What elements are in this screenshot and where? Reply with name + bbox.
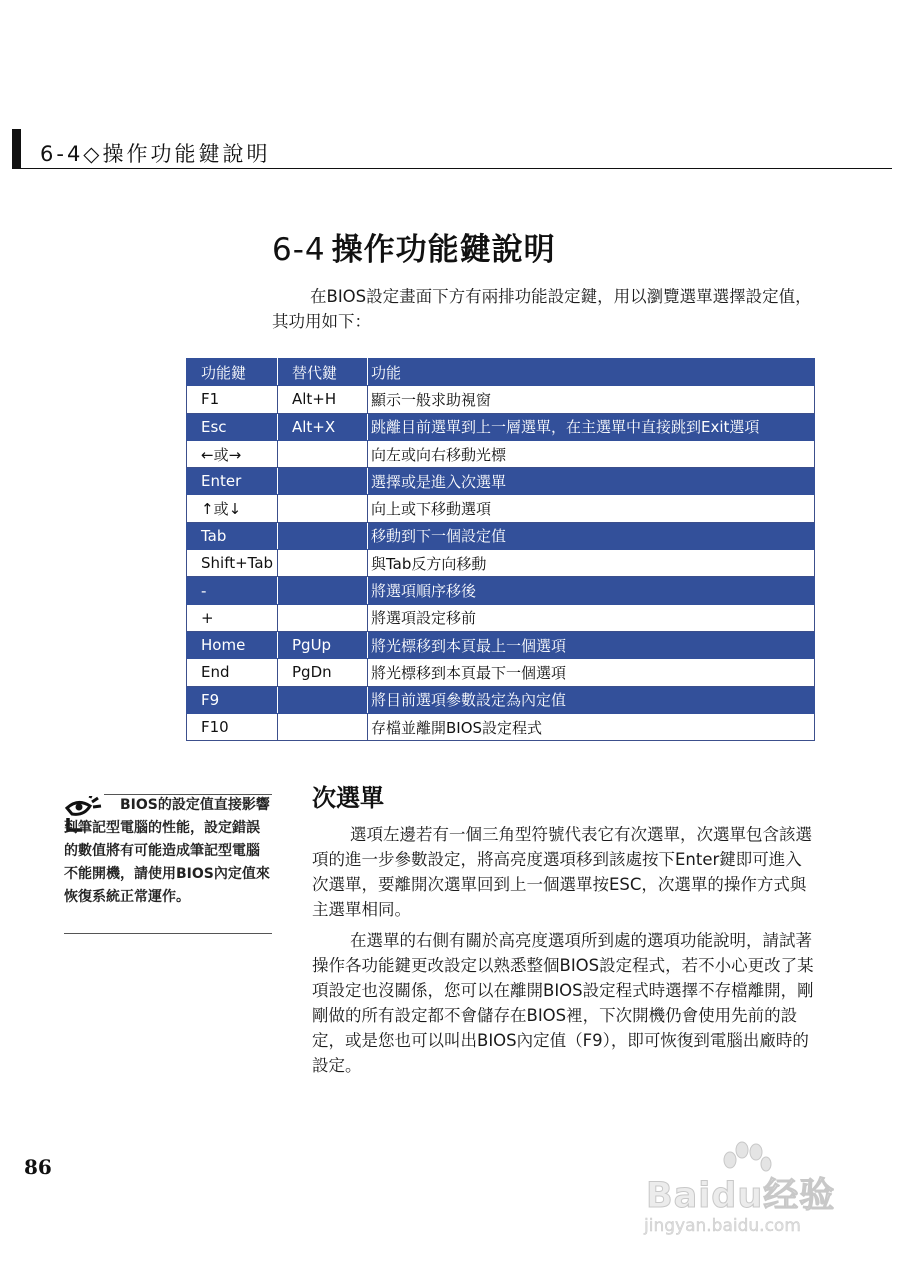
table-row xyxy=(187,468,815,495)
table-header-cell: 功能 xyxy=(368,359,815,386)
table-header-cell: 功能鍵 xyxy=(187,359,278,386)
table-cell: Home xyxy=(187,631,278,658)
table-row xyxy=(187,522,815,549)
table-cell xyxy=(278,604,368,631)
table-row xyxy=(187,386,815,413)
table-cell: 存檔並離開BIOS設定程式 xyxy=(368,713,815,740)
table-cell xyxy=(278,550,368,577)
table-cell: End xyxy=(187,659,278,686)
header-rule xyxy=(12,168,892,169)
table-row xyxy=(187,440,815,467)
baidu-watermark xyxy=(640,1140,840,1240)
table-row xyxy=(187,495,815,522)
note-text: BIOS的設定值直接影響到筆記型電腦的性能，設定錯誤的數值將有可能造成筆記型電腦不能開機，請使用BIOS內定值來恢復系統正常運作。 xyxy=(64,797,270,905)
table-cell: PgUp xyxy=(278,631,368,658)
table-cell: + xyxy=(187,604,278,631)
header-bar xyxy=(12,129,21,169)
table-cell: 與Tab反方向移動 xyxy=(368,550,815,577)
subsection-title: 次選單 xyxy=(312,784,384,812)
table-row xyxy=(187,713,815,740)
table-cell: 將選項設定移前 xyxy=(368,604,815,631)
table-cell xyxy=(278,522,368,549)
table-cell: Enter xyxy=(187,468,278,495)
section-number: 6-4 xyxy=(272,232,326,268)
table-cell: F1 xyxy=(187,386,278,413)
table-cell xyxy=(278,468,368,495)
table-row xyxy=(187,631,815,658)
table-row xyxy=(187,686,815,713)
table-cell: 將光標移到本頁最下一個選項 xyxy=(368,659,815,686)
paragraph-submenu: 選項左邊若有一個三角型符號代表它有次選單，次選單包含該選項的進一步參數設定，將高亮度選項移到該處按下Enter鍵即可進入次選單，要離開次選單回到上一個選單按ESC，次選單的操作方式與主選單相同。 xyxy=(312,825,812,919)
table-cell xyxy=(278,495,368,522)
table-row xyxy=(187,413,815,440)
table-cell: Alt+H xyxy=(278,386,368,413)
table-cell: 選擇或是進入次選單 xyxy=(368,468,815,495)
table-cell: ←或→ xyxy=(187,440,278,467)
table-cell: F10 xyxy=(187,713,278,740)
table-row xyxy=(187,577,815,604)
table-cell: 向上或下移動選項 xyxy=(368,495,815,522)
table-cell xyxy=(278,686,368,713)
function-key-table xyxy=(186,358,815,741)
page-header xyxy=(12,129,892,169)
table-row xyxy=(187,550,815,577)
table-row xyxy=(187,659,815,686)
table-cell: 將光標移到本頁最上一個選項 xyxy=(368,631,815,658)
table-cell: 移動到下一個設定值 xyxy=(368,522,815,549)
note-rule-bottom xyxy=(64,933,272,934)
paragraph-help: 在選單的右側有關於高亮度選項所到處的選項功能說明，請試著操作各功能鍵更改設定以熟悉整個BIOS設定程式，若不小心更改了某項設定也沒關係，您可以在離開BIOS設定程式時選擇不存檔離開，剛剛做的所有設定都不會儲存在BIOS裡，下次開機仍會使用先前的設定，或是您也可以叫出BIOS內定值（F9），即可恢復到電腦出廠時的設定。 xyxy=(312,931,814,1075)
section-title-text: 操作功能鍵說明 xyxy=(331,232,556,268)
table-cell: Shift+Tab xyxy=(187,550,278,577)
section-title xyxy=(272,224,556,269)
table-cell: 向左或向右移動光標 xyxy=(368,440,815,467)
table-row xyxy=(187,604,815,631)
table-cell: 將目前選項參數設定為內定值 xyxy=(368,686,815,713)
watermark-url: jingyan.baidu.com xyxy=(644,1216,801,1236)
table-cell: Esc xyxy=(187,413,278,440)
table-cell: - xyxy=(187,577,278,604)
watermark-logo-text: Baidu经验 xyxy=(646,1176,836,1216)
table-cell: Alt+X xyxy=(278,413,368,440)
intro-paragraph: 在BIOS設定畫面下方有兩排功能設定鍵，用以瀏覽選單選擇設定值，其功用如下： xyxy=(272,287,812,331)
page-number: 86 xyxy=(24,1155,52,1179)
table-cell xyxy=(278,713,368,740)
table-header-row xyxy=(187,359,815,386)
table-cell: PgDn xyxy=(278,659,368,686)
table-cell: 顯示一般求助視窗 xyxy=(368,386,815,413)
table-cell xyxy=(278,440,368,467)
table-cell: 跳離目前選單到上一層選單，在主選單中直接跳到Exit選項 xyxy=(368,413,815,440)
table-cell: ↑或↓ xyxy=(187,495,278,522)
table-cell: F9 xyxy=(187,686,278,713)
table-cell xyxy=(278,577,368,604)
table-cell: 將選項順序移後 xyxy=(368,577,815,604)
table-header-cell: 替代鍵 xyxy=(278,359,368,386)
header-title: 6-4◇操作功能鍵說明 xyxy=(40,142,271,166)
table-cell: Tab xyxy=(187,522,278,549)
